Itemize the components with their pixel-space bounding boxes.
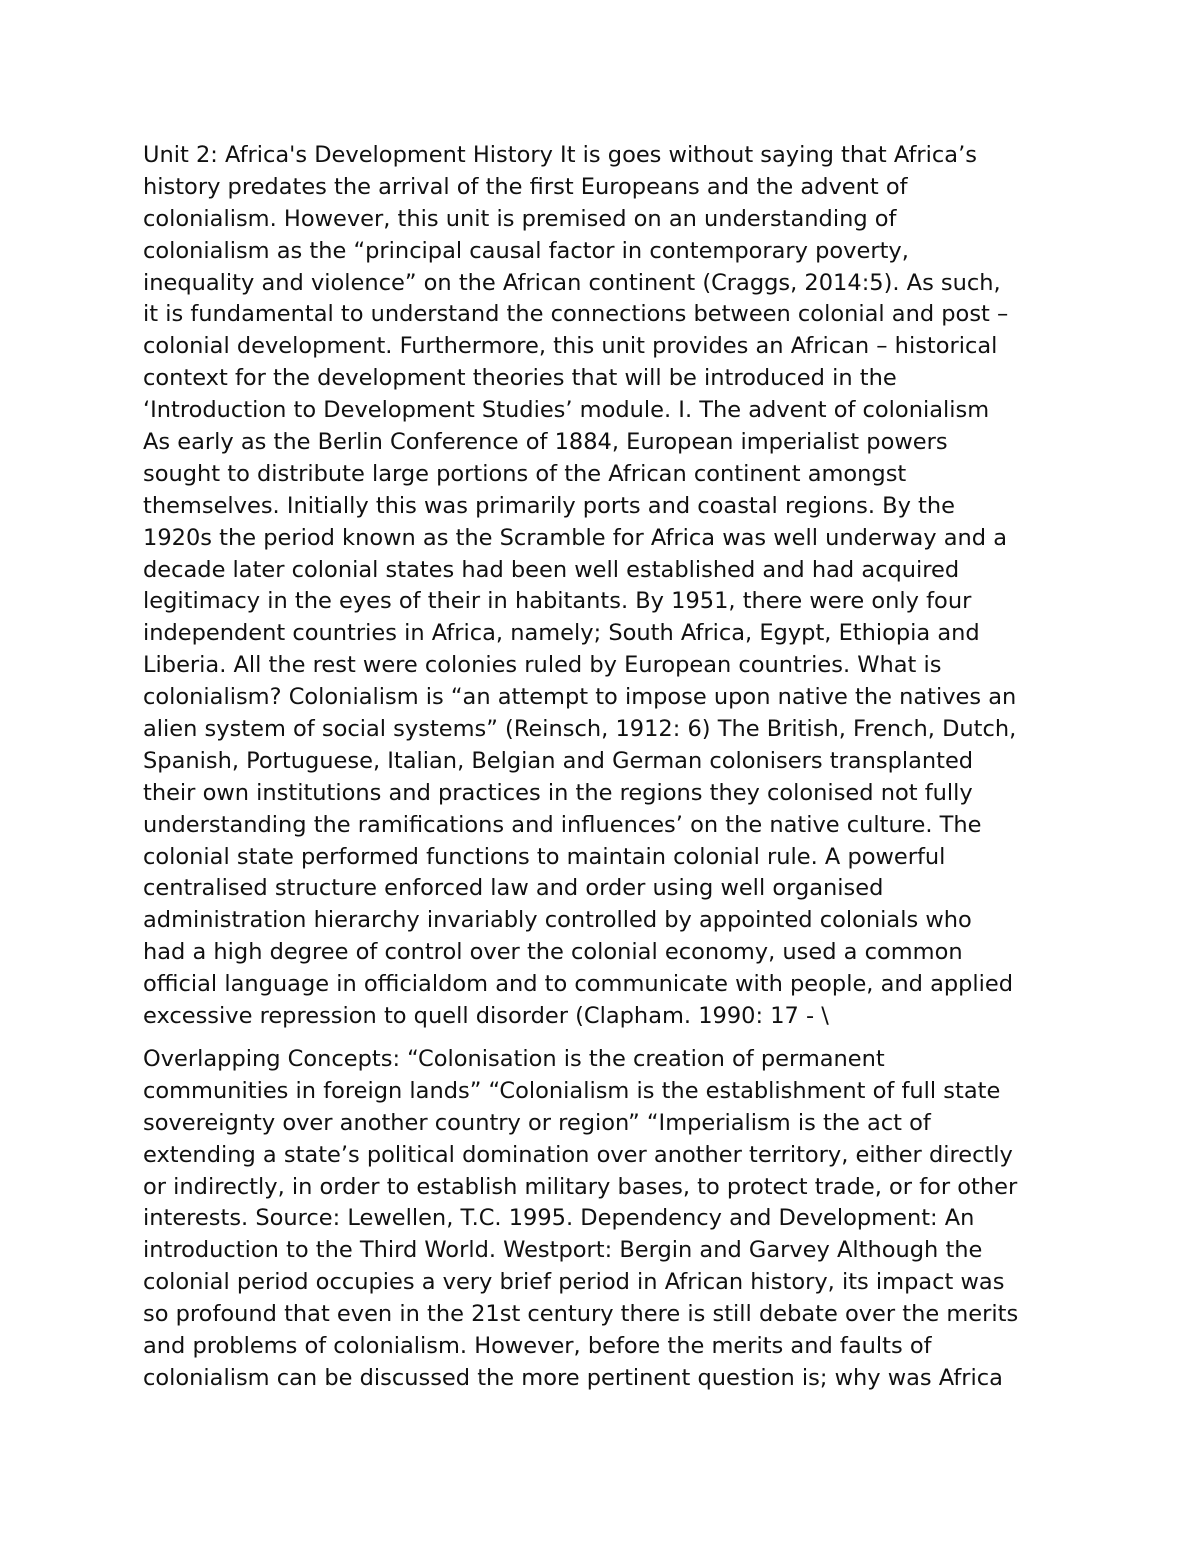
text-line: colonialism? Colonialism is “an attempt to impose upon native the natives an <box>143 684 1017 711</box>
text-line: introduction to the Third World. Westport: Bergin and Garvey Although the <box>143 1237 983 1264</box>
text-line: so profound that even in the 21st century there is still debate over the merits <box>143 1301 1019 1328</box>
text-line: or indirectly, in order to establish military bases, to protect trade, or for other <box>143 1173 1018 1200</box>
text-line: colonial state performed functions to maintain colonial rule. A powerful <box>143 843 946 870</box>
paragraph-overlapping-concepts <box>143 1044 1063 1395</box>
text-line: their own institutions and practices in the regions they colonised not fully <box>143 779 973 806</box>
text-line: colonialism can be discussed the more pertinent question is; why was Africa <box>143 1364 1003 1391</box>
text-line: Unit 2: Africa's Development History It is goes without saying that Africa’s <box>143 142 977 168</box>
text-line: ‘Introduction to Development Studies’ module. I. The advent of colonialism <box>143 397 990 424</box>
text-line: and problems of colonialism. However, before the merits and faults of <box>143 1333 932 1360</box>
text-line: Spanish, Portuguese, Italian, Belgian and German colonisers transplanted <box>143 747 974 774</box>
text-line: colonial period occupies a very brief period in African history, its impact was <box>143 1269 1005 1296</box>
text-line: sovereignty over another country or region” “Imperialism is the act of <box>143 1109 931 1136</box>
text-line: Overlapping Concepts: “Colonisation is the creation of permanent <box>143 1046 885 1072</box>
text-line: it is fundamental to understand the connections between colonial and post – <box>143 301 1009 328</box>
paragraph-unit-2-history <box>143 140 1063 1033</box>
text-line: inequality and violence” on the African continent (Craggs, 2014:5). As such, <box>143 269 1001 296</box>
text-line: As early as the Berlin Conference of 1884, European imperialist powers <box>143 429 948 456</box>
text-line: decade later colonial states had been well established and had acquired <box>143 556 960 583</box>
text-line: context for the development theories that will be introduced in the <box>143 365 897 392</box>
text-line: history predates the arrival of the first Europeans and the advent of <box>143 173 908 200</box>
text-line: colonialism as the “principal causal factor in contemporary poverty, <box>143 237 909 264</box>
text-line: colonial development. Furthermore, this unit provides an African – historical <box>143 333 998 360</box>
text-line: interests. Source: Lewellen, T.C. 1995. Dependency and Development: An <box>143 1205 975 1232</box>
text-line: had a high degree of control over the colonial economy, used a common <box>143 939 963 966</box>
text-line: 1920s the period known as the Scramble for Africa was well underway and a <box>143 524 1007 551</box>
text-line: excessive repression to quell disorder (Clapham. 1990: 17 - \ <box>143 1003 829 1030</box>
text-line: sought to distribute large portions of the African continent amongst <box>143 460 907 487</box>
text-line: legitimacy in the eyes of their in habitants. By 1951, there were only four <box>143 588 972 615</box>
text-line: official language in officialdom and to communicate with people, and applied <box>143 971 1014 998</box>
text-line: Liberia. All the rest were colonies ruled by European countries. What is <box>143 652 942 679</box>
text-line: administration hierarchy invariably controlled by appointed colonials who <box>143 907 972 934</box>
text-line: communities in foreign lands” “Colonialism is the establishment of full state <box>143 1077 1001 1104</box>
text-line: understanding the ramifications and influences’ on the native culture. The <box>143 811 982 838</box>
text-line: alien system of social systems” (Reinsch, 1912: 6) The British, French, Dutch, <box>143 716 1017 743</box>
text-line: independent countries in Africa, namely; South Africa, Egypt, Ethiopia and <box>143 620 980 647</box>
text-line: colonialism. However, this unit is premised on an understanding of <box>143 205 897 232</box>
text-line: extending a state’s political domination over another territory, either directly <box>143 1141 1013 1168</box>
text-line: themselves. Initially this was primarily ports and coastal regions. By the <box>143 492 955 519</box>
text-line: centralised structure enforced law and order using well organised <box>143 875 884 902</box>
